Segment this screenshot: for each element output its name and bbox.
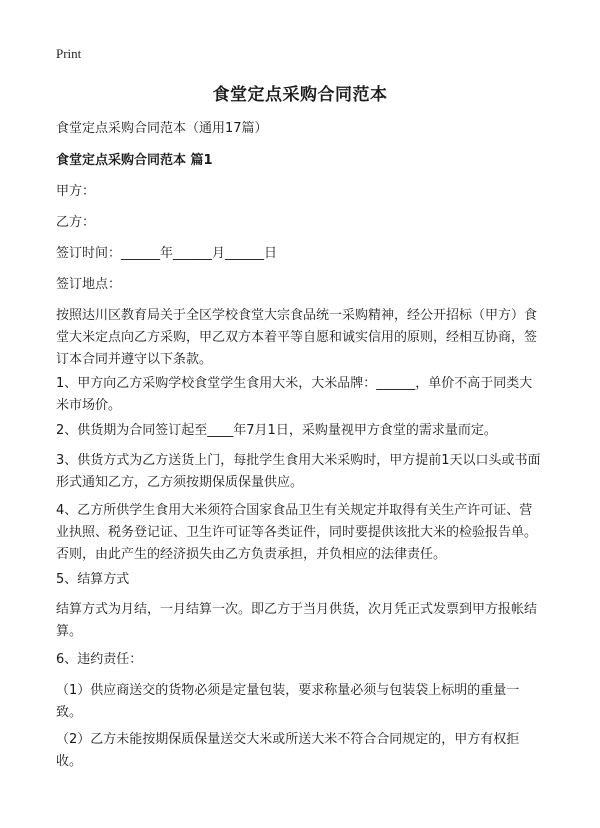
- sign-place-line: 签订地点：: [56, 277, 122, 292]
- page-title: 食堂定点采购合同范本: [212, 85, 388, 105]
- clause-3: 3、供货方式为乙方送货上门，每批学生食用大米采购时，甲方提前1天以口头或书面形式通知乙方，乙方须按期保质保量供应。: [56, 453, 541, 490]
- party-b-line: 乙方：: [56, 215, 96, 230]
- clause-6-item-1: （1）供应商送交的货物必须是定量包装，要求称量必须与包装袋上标明的重量一致。: [56, 683, 520, 720]
- intro-paragraph: 按照达川区教育局关于全区学校食堂大宗食品统一采购精神，经公开招标（甲方）食堂大米定点向乙方采购，甲乙双方本着平等自愿和诚实信用的原则，经相互协商，签订本合同并遵守以下条款。: [56, 308, 538, 367]
- sign-time-line: 签订时间：______年______月______日: [56, 246, 278, 261]
- clause-4: 4、乙方所供学生食用大米须符合国家食品卫生有关规定并取得有关生产许可证、营业执照、税务登记证、卫生许可证等各类证件，同时要提供该批大米的检验报告单。否则，由此产生的经济损失由乙方负责承担，并负相应的法律责任。: [56, 503, 538, 562]
- clause-6-heading: 6、违约责任：: [56, 652, 143, 667]
- clause-2: 2、供货期为合同签订起至____年7月1日，采购量视甲方食堂的需求量而定。: [56, 423, 497, 438]
- clause-5-body: 结算方式为月结，一月结算一次。即乙方于当月供货，次月凭正式发票到甲方报帐结算。: [56, 602, 538, 639]
- clause-6-item-2: （2）乙方未能按期保质保量送交大米或所送大米不符合合同规定的，甲方有权拒收。: [56, 732, 520, 769]
- print-link[interactable]: Print: [56, 46, 82, 61]
- subtitle: 食堂定点采购合同范本（通用17篇）: [56, 121, 268, 136]
- section-heading: 食堂定点采购合同范本 篇1: [56, 153, 213, 168]
- clause-5-heading: 5、结算方式: [56, 572, 130, 587]
- party-a-line: 甲方：: [56, 184, 96, 199]
- clause-1: 1、甲方向乙方采购学校食堂学生食用大米，大米品牌：______，单价不高于同类大米市场价。: [56, 376, 533, 413]
